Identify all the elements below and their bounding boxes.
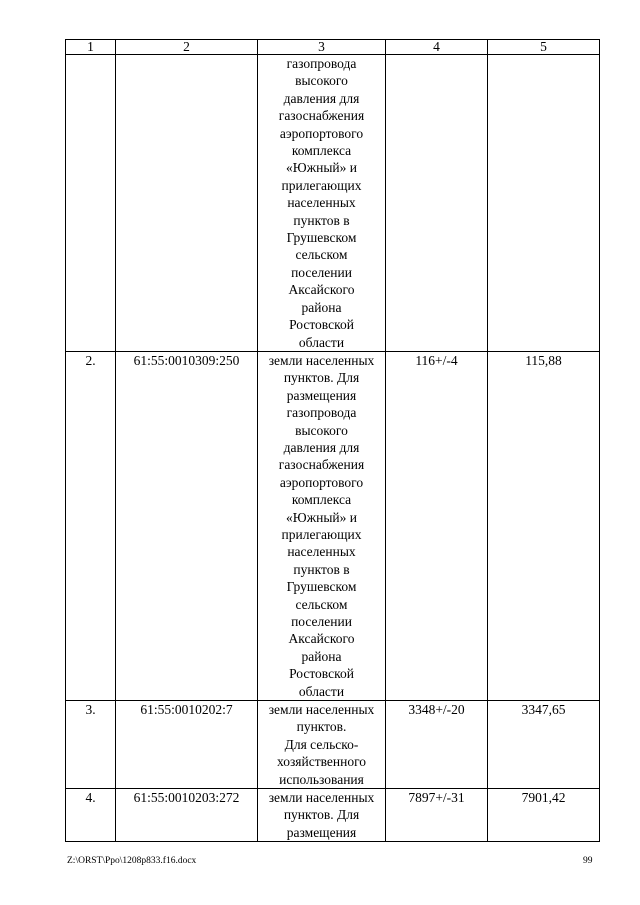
cadastral-number: 61:55:0010309:250 xyxy=(116,351,258,700)
row-number: 3. xyxy=(66,701,116,789)
page-number: 99 xyxy=(583,856,593,866)
table-row xyxy=(66,55,600,352)
header-cell-4: 4 xyxy=(386,40,488,55)
header-cell-1: 1 xyxy=(66,40,116,55)
header-cell-3: 3 xyxy=(258,40,386,55)
row-number xyxy=(66,55,116,352)
area-value: 115,88 xyxy=(488,351,600,700)
area-value: 7901,42 xyxy=(488,789,600,842)
area-value xyxy=(488,55,600,352)
table-row xyxy=(66,789,600,842)
area-tolerance: 3348+/-20 xyxy=(386,701,488,789)
cadastral-number xyxy=(116,55,258,352)
row-number: 2. xyxy=(66,351,116,700)
footer-file-path: Z:\ORST\Ppo\1208p833.f16.docx xyxy=(67,856,197,866)
cadastral-number: 61:55:0010203:272 xyxy=(116,789,258,842)
area-tolerance: 116+/-4 xyxy=(386,351,488,700)
table-row xyxy=(66,351,600,700)
land-category-description: газопровода высокого давления для газоснабжения аэропортового комплекса «Южный» и прилегающих населенных пунктов в Грушевском сельском поселении Аксайского района Ростовской области xyxy=(258,55,386,352)
header-cell-5: 5 xyxy=(488,40,600,55)
land-category-description: земли населенных пунктов. Для сельско- хозяйственного использования xyxy=(258,701,386,789)
cadastral-number: 61:55:0010202:7 xyxy=(116,701,258,789)
area-tolerance xyxy=(386,55,488,352)
table-header-row xyxy=(66,40,600,55)
area-value: 3347,65 xyxy=(488,701,600,789)
land-plots-table xyxy=(65,39,600,842)
land-category-description: земли населенных пунктов. Для размещения xyxy=(258,789,386,842)
table-row xyxy=(66,701,600,789)
row-number: 4. xyxy=(66,789,116,842)
area-tolerance: 7897+/-31 xyxy=(386,789,488,842)
header-cell-2: 2 xyxy=(116,40,258,55)
land-category-description: земли населенных пунктов. Для размещения газопровода высокого давления для газоснабжения аэропортового комплекса «Южный» и прилегающих населенных пунктов в Грушевском сельском поселении Аксайского района Ростовской области xyxy=(258,351,386,700)
